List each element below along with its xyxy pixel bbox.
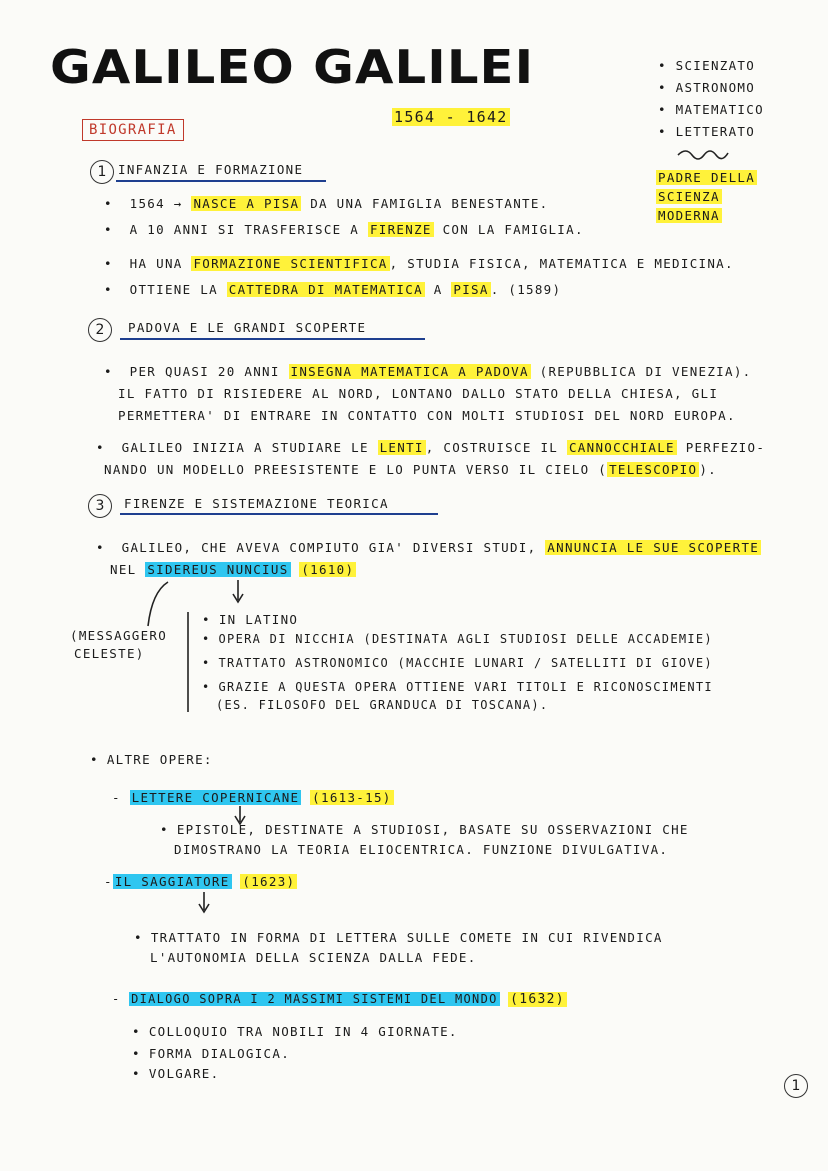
bullet-line: • A 10 ANNI SI TRASFERISCE A FIRENZE CON LA FAMIGLIA. [104, 222, 584, 237]
text-line: NEL SIDEREUS NUNCIUS (1610) [110, 562, 355, 577]
section-heading: FIRENZE E SISTEMAZIONE TEORICA [124, 496, 389, 511]
work-desc: • FORMA DIALOGICA. [132, 1046, 290, 1061]
role-item: • ASTRONOMO [658, 80, 756, 95]
page-title: GALILEO GALILEI [50, 40, 535, 94]
role-item: • LETTERATO [658, 124, 756, 139]
work-desc: DIMOSTRANO LA TEORIA ELIOCENTRICA. FUNZIONE DIVULGATIVA. [174, 842, 669, 857]
biografia-label: BIOGRAFIA [82, 122, 184, 138]
messaggero-note: (MESSAGGERO [70, 628, 168, 643]
bullet-line: • 1564 → NASCE A PISA DA UNA FAMIGLIA BENESTANTE. [104, 196, 549, 211]
section-number: 2 [88, 318, 112, 342]
text-line: (ES. FILOSOFO DEL GRANDUCA DI TOSCANA). [216, 698, 549, 712]
section-heading: INFANZIA E FORMAZIONE [118, 162, 304, 177]
life-dates: 1564 - 1642 [394, 108, 508, 126]
bullet-line: • PER QUASI 20 ANNI INSEGNA MATEMATICA A PADOVA (REPUBBLICA DI VENEZIA). [104, 364, 751, 379]
father-line: PADRE DELLA [658, 170, 756, 185]
bullet-line: • GALILEO INIZIA A STUDIARE LE LENTI , COSTRUISCE IL CANNOCCHIALE PERFEZIO- [96, 440, 765, 455]
father-line: MODERNA [658, 208, 720, 223]
section-heading: PADOVA E LE GRANDI SCOPERTE [128, 320, 367, 335]
father-line: SCIENZA [658, 189, 720, 204]
section-number: 1 [90, 160, 114, 184]
section-number: 3 [88, 494, 112, 518]
work-title: - IL SAGGIATORE (1623) [104, 874, 296, 889]
work-desc: • TRATTATO IN FORMA DI LETTERA SULLE COMETE IN CUI RIVENDICA [134, 930, 663, 945]
bullet-line: • GALILEO, CHE AVEVA COMPIUTO GIA' DIVERSI STUDI, ANNUNCIA LE SUE SCOPERTE [96, 540, 761, 555]
work-desc: • VOLGARE. [132, 1066, 219, 1081]
text-line: PERMETTERA' DI ENTRARE IN CONTATTO CON MOLTI STUDIOSI DEL NORD EUROPA. [118, 408, 736, 423]
sub-bullet: • IN LATINO [202, 612, 298, 627]
messaggero-note: CELESTE) [74, 646, 145, 661]
bullet-line: • OTTIENE LA CATTEDRA DI MATEMATICA A PISA . (1589) [104, 282, 561, 297]
sub-bullet: • OPERA DI NICCHIA (DESTINATA AGLI STUDIOSI DELLE ACCADEMIE) [202, 632, 713, 646]
work-title: - DIALOGO SOPRA I 2 MASSIMI SISTEMI DEL MONDO (1632) [112, 992, 565, 1007]
sub-bullet: • TRATTATO ASTRONOMICO (MACCHIE LUNARI / SATELLITI DI GIOVE) [202, 656, 713, 670]
work-desc: • EPISTOLE, DESTINATE A STUDIOSI, BASATE SU OSSERVAZIONI CHE [160, 822, 689, 837]
text-line: NANDO UN MODELLO PREESISTENTE E LO PUNTA VERSO IL CIELO ( TELESCOPIO ). [104, 462, 717, 477]
bullet-line: • HA UNA FORMAZIONE SCIENTIFICA , STUDIA FISICA, MATEMATICA E MEDICINA. [104, 256, 734, 271]
role-item: • SCIENZATO [658, 58, 756, 73]
page-number: 1 [784, 1074, 808, 1098]
role-item: • MATEMATICO [658, 102, 764, 117]
work-desc: • COLLOQUIO TRA NOBILI IN 4 GIORNATE. [132, 1024, 458, 1039]
altre-label: • ALTRE OPERE: [90, 752, 213, 767]
work-desc: L'AUTONOMIA DELLA SCIENZA DALLA FEDE. [150, 950, 477, 965]
work-title: - LETTERE COPERNICANE (1613-15) [112, 790, 392, 805]
text-line: IL FATTO DI RISIEDERE AL NORD, LONTANO DALLO STATO DELLA CHIESA, GLI [118, 386, 719, 401]
sub-bullet: • GRAZIE A QUESTA OPERA OTTIENE VARI TITOLI E RICONOSCIMENTI [202, 680, 713, 694]
